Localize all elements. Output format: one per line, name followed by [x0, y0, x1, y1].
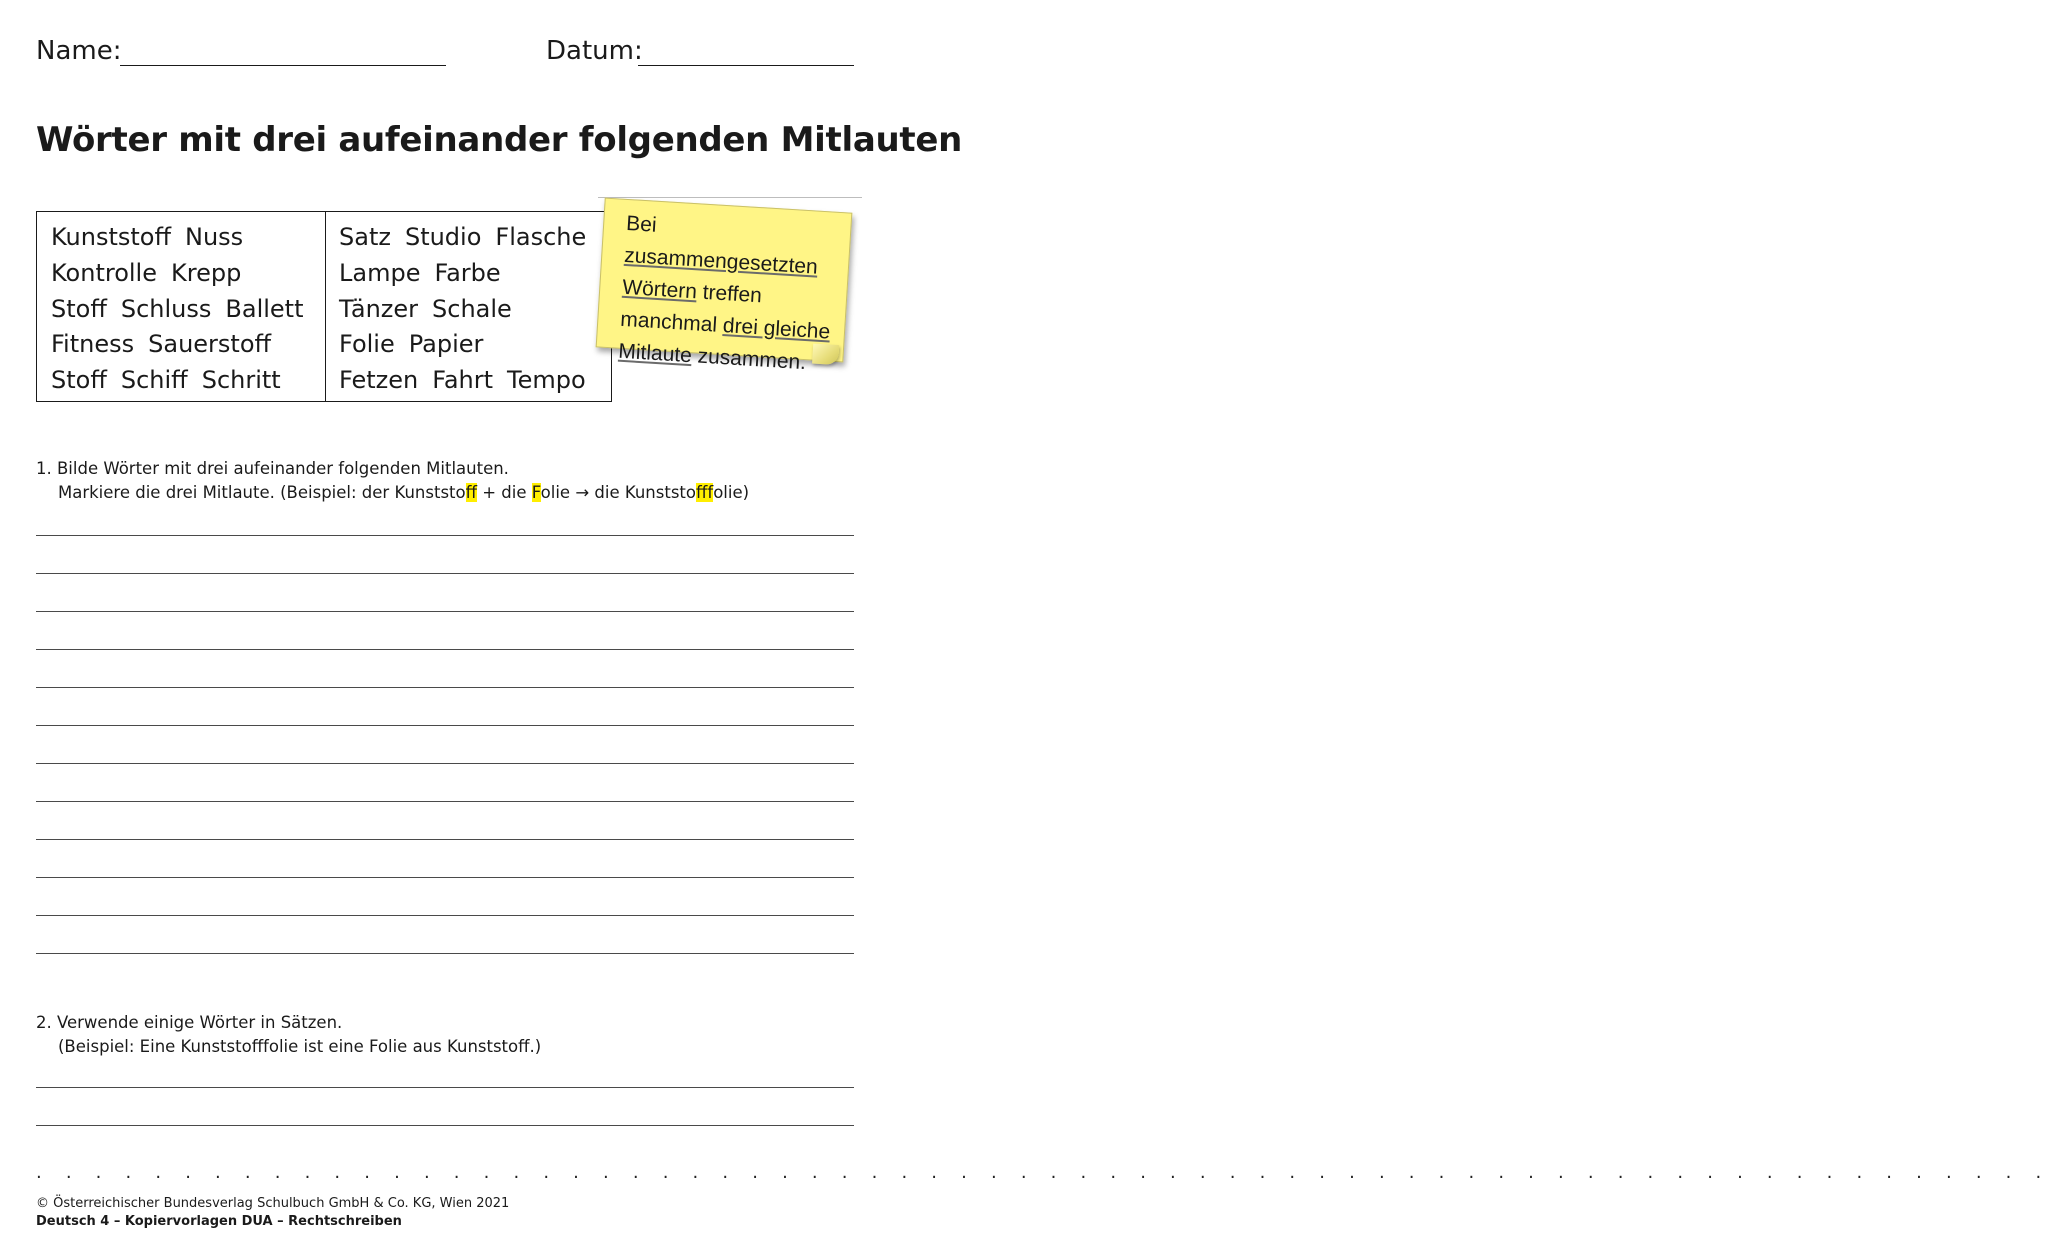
word-row — [339, 363, 586, 399]
word: Folie — [339, 330, 395, 359]
word: Sauerstoff — [148, 330, 272, 359]
word: Stoff — [51, 294, 107, 323]
writing-line[interactable] — [36, 725, 854, 726]
example-text: + die — [476, 483, 532, 502]
highlighted-letters: F — [531, 483, 541, 502]
date-field[interactable] — [638, 65, 854, 66]
dotted-divider: . . . . . . . . . . . . . . . . . . . . . . . . . . . . . . . . . . . . . . . . . . . . . . . . . . . . . . . . . . . . . . . . . . . . — [36, 1162, 2050, 1183]
task-1-example — [36, 481, 749, 505]
note-word: treffen — [702, 280, 763, 308]
writing-line[interactable] — [36, 877, 854, 878]
word: Studio — [404, 223, 482, 251]
product-line: Deutsch 4 – Kopiervorlagen DUA – Rechtschreiben — [36, 1214, 402, 1229]
writing-line[interactable] — [36, 801, 854, 802]
page-title: Wörter mit drei aufeinander folgenden Mitlauten — [36, 120, 962, 160]
word-row — [51, 220, 304, 256]
writing-line[interactable] — [36, 611, 854, 612]
sticky-note — [600, 205, 850, 375]
word: Papier — [408, 330, 484, 359]
highlighted-letters: fff — [696, 483, 714, 502]
word-row — [51, 256, 304, 292]
writing-line[interactable] — [36, 953, 854, 954]
word-row — [51, 292, 304, 328]
word-column-right — [339, 220, 586, 399]
word: Fitness — [51, 330, 135, 359]
word: Krepp — [170, 258, 242, 287]
word: Kontrolle — [51, 258, 157, 287]
task-2-example: (Beispiel: Eine Kunststofffolie ist eine Folie aus Kunststoff.) — [58, 1037, 542, 1056]
note-backing-line — [598, 197, 862, 198]
name-field[interactable] — [120, 65, 446, 66]
word: Stoff — [51, 366, 107, 395]
word: Farbe — [434, 258, 501, 287]
word-box — [36, 211, 612, 402]
word: Schale — [432, 294, 512, 323]
writing-line[interactable] — [36, 763, 854, 764]
writing-line[interactable] — [36, 573, 854, 574]
word-row — [339, 220, 586, 256]
note-word-underlined: Wörtern — [621, 275, 698, 304]
word: Schritt — [201, 366, 281, 395]
word-row — [339, 327, 586, 363]
writing-line[interactable] — [36, 687, 854, 688]
word: Flasche — [495, 223, 587, 251]
note-word: zusammen. — [696, 344, 807, 375]
note-word-underlined: drei gleiche — [722, 314, 831, 344]
writing-line[interactable] — [36, 1125, 854, 1126]
writing-line[interactable] — [36, 915, 854, 916]
page-curl-icon — [812, 344, 839, 366]
task-2-instruction: 2. Verwende einige Wörter in Sätzen. — [36, 1013, 343, 1032]
word: Ballett — [225, 294, 304, 323]
word: Tänzer — [339, 294, 419, 323]
date-label: Datum: — [546, 36, 643, 66]
task-1 — [36, 457, 749, 505]
name-label: Name: — [36, 36, 122, 66]
word: Kunststoff — [51, 223, 172, 251]
word: Satz — [339, 223, 391, 251]
word-row — [339, 256, 586, 292]
word: Schluss — [120, 294, 212, 323]
note-word-underlined: Mitlaute — [617, 339, 693, 368]
word: Nuss — [185, 223, 244, 251]
note-word: manchmal — [619, 307, 718, 337]
writing-line[interactable] — [36, 1087, 854, 1088]
example-text: Markiere die drei Mitlaute. (Beispiel: der Kunststo — [58, 483, 466, 502]
writing-line[interactable] — [36, 649, 854, 650]
word: Fahrt — [432, 366, 494, 395]
task-2 — [36, 1011, 541, 1059]
word: Fetzen — [339, 366, 419, 395]
word: Lampe — [339, 258, 421, 287]
word-box-divider — [325, 212, 326, 401]
word: Tempo — [507, 366, 586, 395]
example-text: olie) — [713, 483, 750, 502]
word-row — [51, 327, 304, 363]
word-row — [339, 292, 586, 328]
word-row — [51, 363, 304, 399]
word: Schiff — [120, 366, 188, 395]
note-word-underlined: zusammengesetzten — [623, 243, 819, 279]
example-text: olie → die Kunststo — [540, 483, 696, 502]
highlighted-letters: ff — [465, 483, 477, 502]
writing-line[interactable] — [36, 839, 854, 840]
task-1-instruction: 1. Bilde Wörter mit drei aufeinander folgenden Mitlauten. — [36, 459, 509, 478]
note-word: Bei — [625, 211, 658, 237]
copyright: © Österreichischer Bundesverlag Schulbuch GmbH & Co. KG, Wien 2021 — [36, 1196, 510, 1211]
sticky-note-paper — [596, 198, 853, 375]
word-column-left — [51, 220, 304, 399]
writing-line[interactable] — [36, 535, 854, 536]
